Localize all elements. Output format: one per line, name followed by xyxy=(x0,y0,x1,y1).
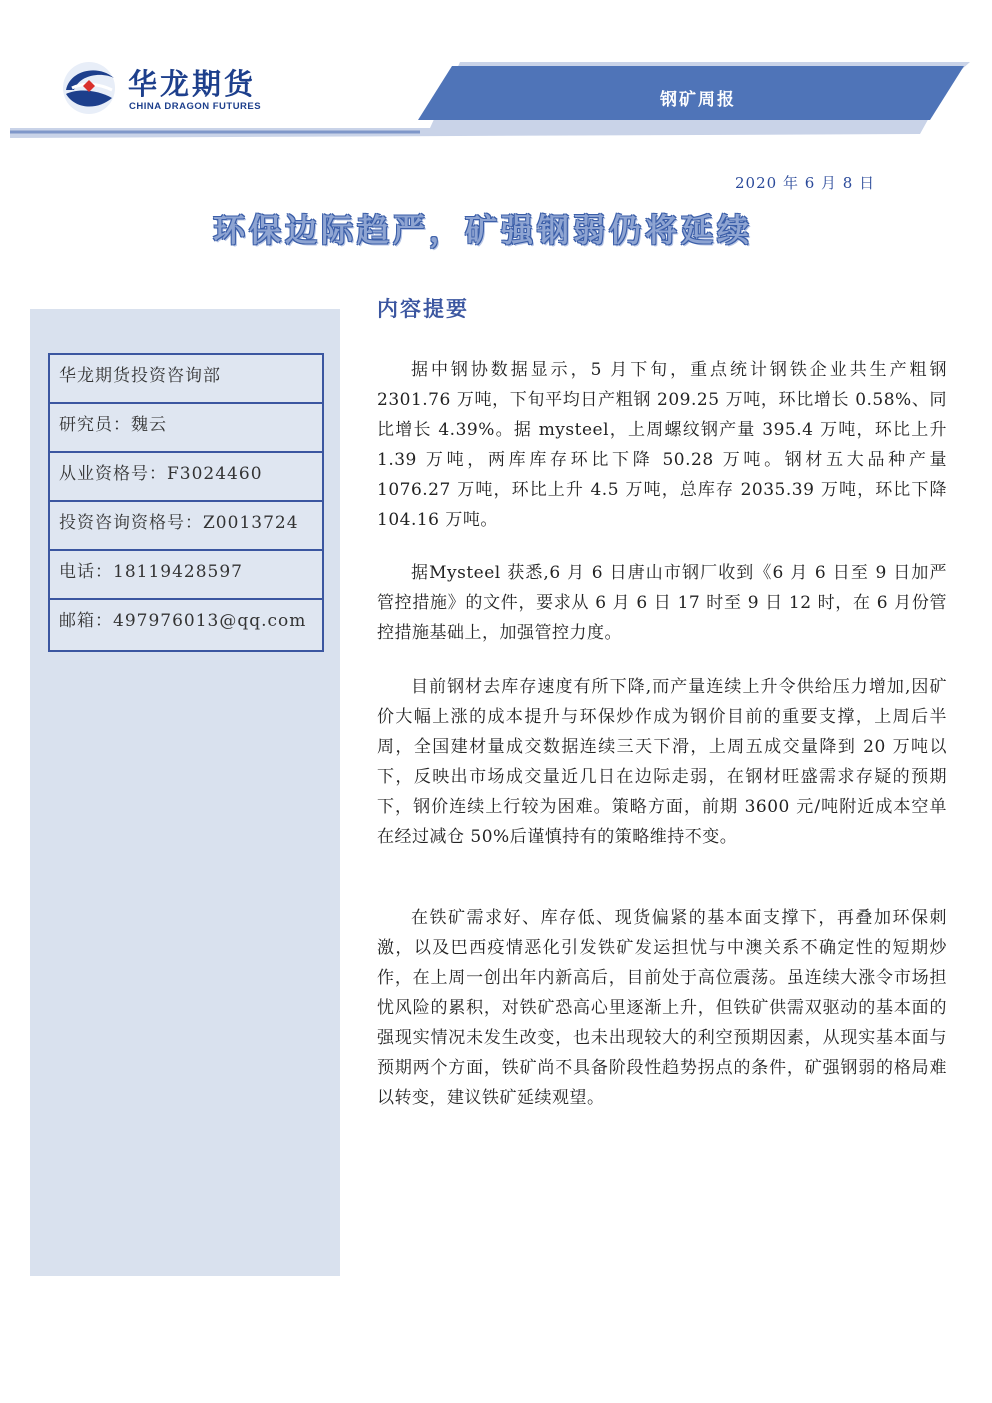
summary-heading: 内容提要 xyxy=(377,296,469,321)
department-row: 华龙期货投资咨询部 xyxy=(50,355,322,404)
consulting-qualification-row: 投资咨询资格号：Z0013724 xyxy=(50,502,322,551)
summary-paragraph: 目前钢材去库存速度有所下降,而产量连续上升令供给压力增加,因矿价大幅上涨的成本提升与环保炒作成为钢价目前的重要支撑，上周后半周，全国建材量成交数据连续三天下滑，上周五成交量降到 20 万吨以下，反映出市场成交量近几日在边际走弱，在钢材旺盛需求存疑的预期下，钢价连续上行较为困难。策略方面，前期 3600 元/吨附近成本空单在经过减仓 50%后谨慎持有的策略维持不变。 xyxy=(377,677,947,847)
summary-paragraph: 据Mysteel 获悉,6 月 6 日唐山市钢厂收到《6 月 6 日至 9 日加严管控措施》的文件，要求从 6 月 6 日 17 时至 9 日 12 时，在 6 月份管控措施基础上，加强管控力度。 xyxy=(377,563,947,643)
china-dragon-logo-icon xyxy=(58,60,120,116)
qualification-row: 从业资格号：F3024460 xyxy=(50,453,322,502)
phone-row: 电话：18119428597 xyxy=(50,551,322,600)
contact-info-box xyxy=(48,353,324,652)
brand-name-cn: 华龙期货 xyxy=(128,67,257,101)
researcher-row: 研究员：魏云 xyxy=(50,404,322,453)
report-date: 2020 年 6 月 8 日 xyxy=(735,174,876,192)
sidebar xyxy=(30,309,340,1276)
brand-name-en: CHINA DRAGON FUTURES xyxy=(129,101,262,112)
report-type-label: 钢矿周报 xyxy=(660,90,736,110)
report-title: 环保边际趋严，矿强钢弱仍将延续 xyxy=(212,211,753,249)
summary-paragraph: 在铁矿需求好、库存低、现货偏紧的基本面支撑下，再叠加环保刺激，以及巴西疫情恶化引发铁矿发运担忧与中澳关系不确定性的短期炒作，在上周一创出年内新高后，目前处于高位震荡。虽连续大涨令市场担忧风险的累积，对铁矿恐高心里逐渐上升，但铁矿供需双驱动的基本面的强现实情况未发生改变，也未出现较大的利空预期因素，从现实基本面与预期两个方面，铁矿尚不具备阶段性趋势拐点的条件，矿强钢弱的格局难以转变，建议铁矿延续观望。 xyxy=(377,908,947,1108)
summary-paragraph: 据中钢协数据显示，5 月下旬，重点统计钢铁企业共生产粗钢 2301.76 万吨，下旬平均日产粗钢 209.25 万吨，环比增长 0.58%、同比增长 4.39%。据 mysteel，上周螺纹钢产量 395.4 万吨，环比上升 1.39 万吨，两库库存环比下降 50.28 万吨。钢材五大品种产量 1076.27 万吨，环比上升 4.5 万吨，总库存 2035.39 万吨，环比下降 104.16 万吨。 xyxy=(377,360,947,530)
email-row: 邮箱：497976013@qq.com xyxy=(59,611,307,631)
